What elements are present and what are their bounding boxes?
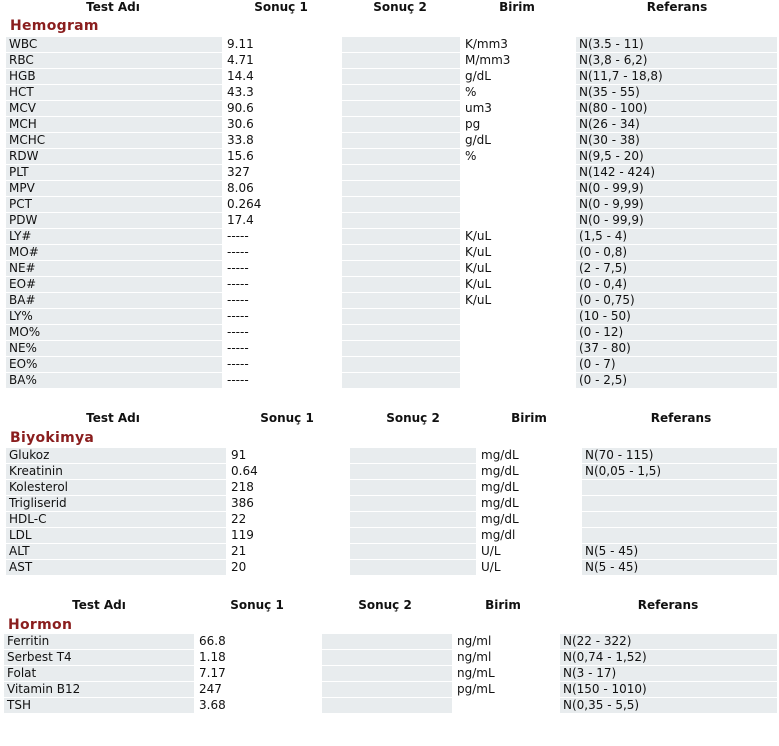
cell-result-2 <box>342 85 460 100</box>
cell-reference: (0 - 0,75) <box>576 293 777 308</box>
cell-result-2 <box>322 682 452 697</box>
cell-result-1: 22 <box>231 512 247 526</box>
cell-result-2 <box>342 309 460 324</box>
cell-result-1: 15.6 <box>227 149 254 163</box>
cell-result-1: 91 <box>231 448 247 462</box>
cell-reference: N(3.5 - 11) <box>576 37 777 52</box>
cell-result-1: 20 <box>231 560 247 574</box>
column-header-test-name: Test Adı <box>86 411 140 425</box>
cell-result-1: 33.8 <box>227 133 254 147</box>
cell-result-2 <box>350 560 476 575</box>
cell-result-1: 9.11 <box>227 37 254 51</box>
cell-result-2 <box>342 261 460 276</box>
cell-result-1: 17.4 <box>227 213 254 227</box>
table-row <box>0 480 779 495</box>
table-row <box>0 197 779 212</box>
cell-result-1: 3.68 <box>199 698 226 712</box>
cell-result-1: ----- <box>227 277 249 291</box>
cell-result-1: 43.3 <box>227 85 254 99</box>
cell-result-1: 1.18 <box>199 650 226 664</box>
cell-test-name: LY# <box>6 229 222 244</box>
table-row <box>0 682 779 697</box>
cell-reference: N(3,8 - 6,2) <box>576 53 777 68</box>
cell-test-name: LY% <box>6 309 222 324</box>
column-header-unit: Birim <box>499 0 535 14</box>
column-header-unit: Birim <box>511 411 547 425</box>
column-header-result-1: Sonuç 1 <box>260 411 314 425</box>
cell-test-name: MO% <box>6 325 222 340</box>
cell-test-name: RDW <box>6 149 222 164</box>
table-row <box>0 448 779 463</box>
cell-reference: N(30 - 38) <box>576 133 777 148</box>
cell-result-2 <box>350 544 476 559</box>
table-row <box>0 101 779 116</box>
cell-reference: (2 - 7,5) <box>576 261 777 276</box>
table-row <box>0 544 779 559</box>
cell-result-2 <box>342 293 460 308</box>
cell-result-2 <box>350 480 476 495</box>
table-row <box>0 464 779 479</box>
table-row <box>0 37 779 52</box>
cell-result-2 <box>342 277 460 292</box>
cell-result-1: ----- <box>227 293 249 307</box>
cell-test-name: NE% <box>6 341 222 356</box>
cell-result-2 <box>342 325 460 340</box>
table-row <box>0 698 779 713</box>
cell-result-2 <box>342 37 460 52</box>
cell-result-2 <box>322 650 452 665</box>
cell-result-1: 0.64 <box>231 464 258 478</box>
cell-test-name: EO# <box>6 277 222 292</box>
cell-result-2 <box>350 464 476 479</box>
section-title: Hemogram <box>10 18 99 34</box>
cell-unit <box>462 341 574 356</box>
cell-result-1: 247 <box>199 682 222 696</box>
table-row <box>0 53 779 68</box>
cell-result-1: 4.71 <box>227 53 254 67</box>
cell-unit: pg <box>465 117 481 131</box>
cell-result-1: 30.6 <box>227 117 254 131</box>
cell-test-name: HDL-C <box>6 512 226 527</box>
cell-result-1: 119 <box>231 528 254 542</box>
cell-result-2 <box>322 634 452 649</box>
cell-result-1: 8.06 <box>227 181 254 195</box>
cell-unit: mg/dL <box>481 512 519 526</box>
cell-unit <box>462 373 574 388</box>
table-row <box>0 325 779 340</box>
cell-unit: K/uL <box>465 245 492 259</box>
table-row <box>0 666 779 681</box>
cell-test-name: BA% <box>6 373 222 388</box>
column-header-reference: Referans <box>650 411 712 425</box>
cell-test-name: Glukoz <box>6 448 226 463</box>
cell-reference: (1,5 - 4) <box>576 229 777 244</box>
cell-result-2 <box>342 133 460 148</box>
cell-result-2 <box>342 341 460 356</box>
cell-result-1: ----- <box>227 245 249 259</box>
cell-unit: U/L <box>481 560 501 574</box>
table-row <box>0 85 779 100</box>
table-row <box>0 496 779 511</box>
cell-reference: N(35 - 55) <box>576 85 777 100</box>
cell-result-1: ----- <box>227 373 249 387</box>
table-row <box>0 512 779 527</box>
cell-result-2 <box>342 357 460 372</box>
cell-reference: (0 - 7) <box>576 357 777 372</box>
cell-test-name: MCV <box>6 101 222 116</box>
section-title: Hormon <box>8 617 73 633</box>
cell-test-name: MO# <box>6 245 222 260</box>
cell-unit: ng/ml <box>457 650 492 664</box>
column-header-reference: Referans <box>637 598 699 612</box>
cell-unit <box>462 213 574 228</box>
cell-result-2 <box>342 197 460 212</box>
cell-reference: N(5 - 45) <box>582 560 777 575</box>
table-row <box>0 213 779 228</box>
table-row <box>0 277 779 292</box>
cell-test-name: RBC <box>6 53 222 68</box>
table-header <box>0 411 779 427</box>
cell-unit: ng/mL <box>457 666 495 680</box>
cell-reference: (10 - 50) <box>576 309 777 324</box>
cell-result-1: 218 <box>231 480 254 494</box>
cell-unit <box>462 165 574 180</box>
cell-test-name: WBC <box>6 37 222 52</box>
cell-result-1: ----- <box>227 357 249 371</box>
cell-unit: % <box>465 149 477 163</box>
cell-unit <box>462 197 574 212</box>
cell-unit: M/mm3 <box>465 53 511 67</box>
cell-test-name: PLT <box>6 165 222 180</box>
cell-result-1: 66.8 <box>199 634 226 648</box>
cell-reference: N(22 - 322) <box>560 634 777 649</box>
cell-test-name: Serbest T4 <box>4 650 194 665</box>
cell-unit: K/uL <box>465 277 492 291</box>
cell-test-name: MPV <box>6 181 222 196</box>
cell-unit: mg/dL <box>481 496 519 510</box>
table-row <box>0 309 779 324</box>
cell-test-name: ALT <box>6 544 226 559</box>
cell-unit: U/L <box>481 544 501 558</box>
cell-result-1: 327 <box>227 165 250 179</box>
cell-result-2 <box>342 69 460 84</box>
cell-unit <box>454 698 558 713</box>
cell-result-2 <box>342 181 460 196</box>
cell-reference: N(70 - 115) <box>582 448 777 463</box>
cell-test-name: Kolesterol <box>6 480 226 495</box>
table-row <box>0 133 779 148</box>
table-row <box>0 261 779 276</box>
table-row <box>0 69 779 84</box>
cell-result-2 <box>342 101 460 116</box>
cell-result-2 <box>322 698 452 713</box>
table-row <box>0 293 779 308</box>
table-row <box>0 560 779 575</box>
cell-reference: (0 - 0,4) <box>576 277 777 292</box>
cell-reference: N(80 - 100) <box>576 101 777 116</box>
cell-test-name: BA# <box>6 293 222 308</box>
cell-result-2 <box>342 149 460 164</box>
table-row <box>0 181 779 196</box>
cell-reference: N(3 - 17) <box>560 666 777 681</box>
cell-test-name: PCT <box>6 197 222 212</box>
table-header <box>0 598 779 614</box>
cell-reference: N(9,5 - 20) <box>576 149 777 164</box>
cell-result-2 <box>350 496 476 511</box>
cell-unit: pg/mL <box>457 682 495 696</box>
cell-reference: N(11,7 - 18,8) <box>576 69 777 84</box>
cell-reference <box>582 480 777 495</box>
cell-reference: N(150 - 1010) <box>560 682 777 697</box>
cell-result-2 <box>342 53 460 68</box>
cell-unit: g/dL <box>465 133 491 147</box>
cell-unit: mg/dL <box>481 464 519 478</box>
cell-reference: N(0 - 99,9) <box>576 181 777 196</box>
cell-test-name: HGB <box>6 69 222 84</box>
cell-reference: N(5 - 45) <box>582 544 777 559</box>
cell-result-2 <box>342 117 460 132</box>
cell-result-2 <box>342 213 460 228</box>
cell-result-1: 90.6 <box>227 101 254 115</box>
cell-unit: % <box>465 85 477 99</box>
table-header <box>0 0 779 16</box>
cell-result-2 <box>342 229 460 244</box>
cell-unit: K/uL <box>465 293 492 307</box>
cell-reference: N(0,05 - 1,5) <box>582 464 777 479</box>
table-row <box>0 373 779 388</box>
cell-test-name: Folat <box>4 666 194 681</box>
column-header-result-2: Sonuç 2 <box>358 598 412 612</box>
section-title: Biyokimya <box>10 430 95 446</box>
cell-result-2 <box>342 373 460 388</box>
cell-reference: (0 - 0,8) <box>576 245 777 260</box>
cell-unit: K/uL <box>465 261 492 275</box>
table-row <box>0 634 779 649</box>
cell-reference <box>582 528 777 543</box>
column-header-test-name: Test Adı <box>72 598 126 612</box>
cell-unit: mg/dL <box>481 480 519 494</box>
cell-result-2 <box>350 512 476 527</box>
cell-test-name: Vitamin B12 <box>4 682 194 697</box>
cell-result-1: 14.4 <box>227 69 254 83</box>
table-row <box>0 165 779 180</box>
column-header-reference: Referans <box>646 0 708 14</box>
cell-result-1: ----- <box>227 309 249 323</box>
column-header-result-1: Sonuç 1 <box>254 0 308 14</box>
table-row <box>0 341 779 356</box>
table-row <box>0 650 779 665</box>
column-header-result-1: Sonuç 1 <box>230 598 284 612</box>
cell-unit: mg/dL <box>481 448 519 462</box>
table-row <box>0 117 779 132</box>
table-row <box>0 245 779 260</box>
cell-reference: (37 - 80) <box>576 341 777 356</box>
cell-result-2 <box>342 165 460 180</box>
cell-unit: K/mm3 <box>465 37 508 51</box>
cell-test-name: NE# <box>6 261 222 276</box>
column-header-unit: Birim <box>485 598 521 612</box>
cell-reference: (0 - 12) <box>576 325 777 340</box>
cell-unit: K/uL <box>465 229 492 243</box>
cell-reference: N(0,74 - 1,52) <box>560 650 777 665</box>
cell-result-1: ----- <box>227 341 249 355</box>
cell-test-name: Trigliserid <box>6 496 226 511</box>
cell-result-2 <box>350 528 476 543</box>
table-row <box>0 528 779 543</box>
cell-test-name: Kreatinin <box>6 464 226 479</box>
cell-unit: ng/ml <box>457 634 492 648</box>
cell-result-2 <box>342 245 460 260</box>
cell-result-1: 21 <box>231 544 247 558</box>
cell-test-name: PDW <box>6 213 222 228</box>
cell-unit: g/dL <box>465 69 491 83</box>
cell-result-1: 7.17 <box>199 666 226 680</box>
cell-unit <box>462 357 574 372</box>
cell-result-2 <box>350 448 476 463</box>
cell-result-1: 386 <box>231 496 254 510</box>
table-row <box>0 229 779 244</box>
cell-test-name: Ferritin <box>4 634 194 649</box>
cell-result-2 <box>322 666 452 681</box>
cell-result-1: ----- <box>227 229 249 243</box>
cell-test-name: MCH <box>6 117 222 132</box>
cell-reference: N(26 - 34) <box>576 117 777 132</box>
cell-unit <box>462 325 574 340</box>
cell-test-name: EO% <box>6 357 222 372</box>
column-header-test-name: Test Adı <box>86 0 140 14</box>
cell-reference: N(0 - 9,99) <box>576 197 777 212</box>
table-row <box>0 357 779 372</box>
cell-unit: mg/dl <box>481 528 516 542</box>
cell-test-name: MCHC <box>6 133 222 148</box>
cell-test-name: TSH <box>4 698 194 713</box>
cell-reference: N(0,35 - 5,5) <box>560 698 777 713</box>
cell-reference: (0 - 2,5) <box>576 373 777 388</box>
column-header-result-2: Sonuç 2 <box>386 411 440 425</box>
cell-reference <box>582 496 777 511</box>
cell-test-name: HCT <box>6 85 222 100</box>
cell-unit <box>462 309 574 324</box>
cell-result-1: ----- <box>227 325 249 339</box>
table-row <box>0 149 779 164</box>
cell-result-1: 0.264 <box>227 197 262 211</box>
cell-test-name: AST <box>6 560 226 575</box>
cell-unit: um3 <box>465 101 492 115</box>
cell-reference: N(142 - 424) <box>576 165 777 180</box>
cell-reference: N(0 - 99,9) <box>576 213 777 228</box>
cell-reference <box>582 512 777 527</box>
cell-test-name: LDL <box>6 528 226 543</box>
column-header-result-2: Sonuç 2 <box>373 0 427 14</box>
cell-unit <box>462 181 574 196</box>
cell-result-1: ----- <box>227 261 249 275</box>
